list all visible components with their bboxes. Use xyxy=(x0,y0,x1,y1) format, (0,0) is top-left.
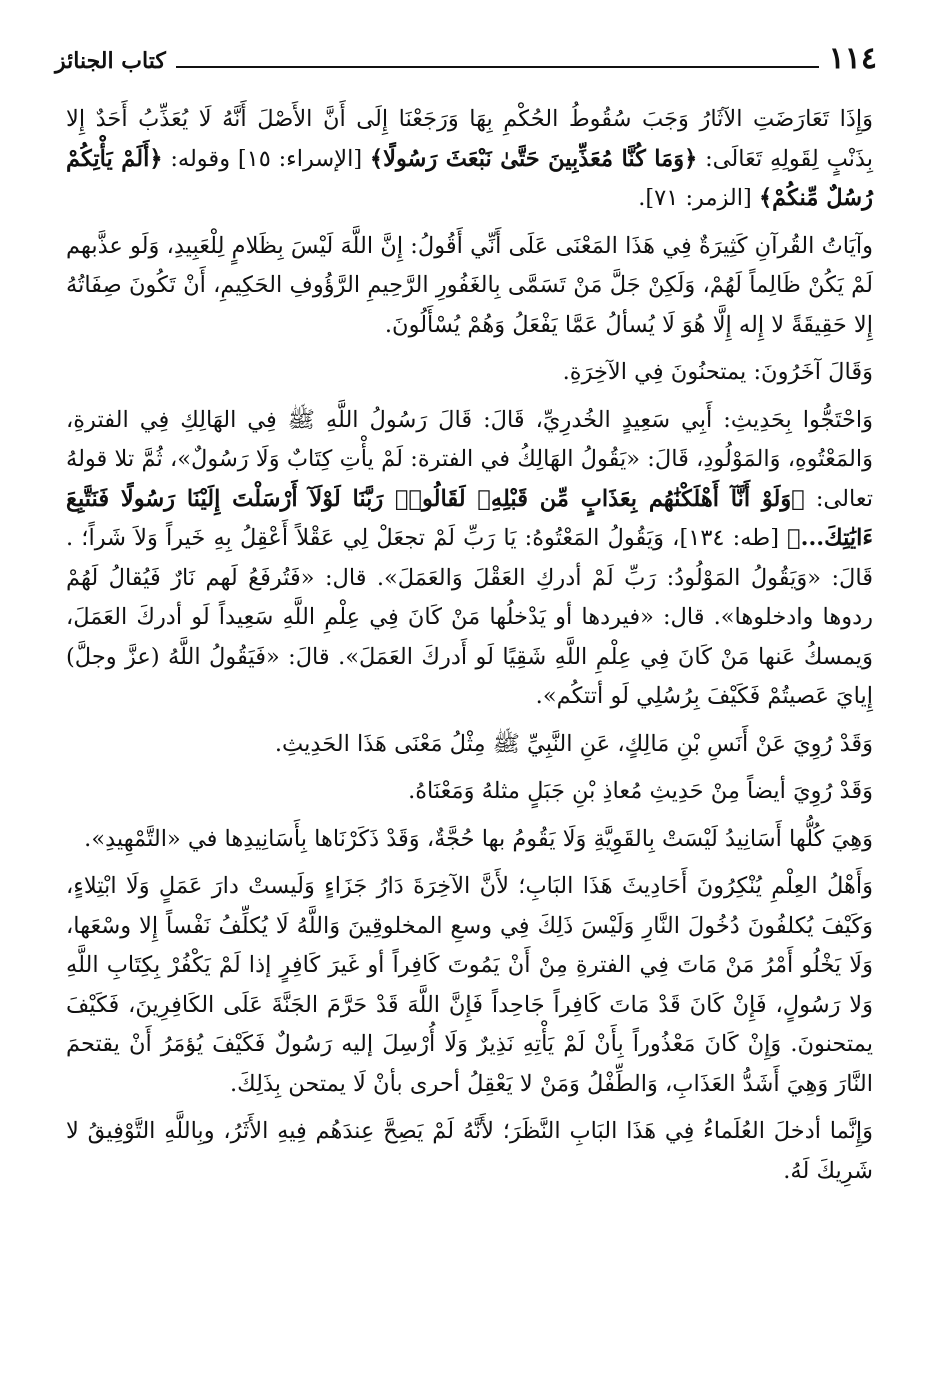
verse-reference: [الزمر: ٧١]. xyxy=(638,185,752,211)
paragraph-8: وَأَهْلُ العِلْمِ يُنْكِرُونَ أَحَادِيثَ هَذَا البَابِ؛ لأَنَّ الآخِرَةَ دَارُ جَزَاءٍ وَلَيستْ دارَ عَمَلٍ وَلَا ابْتِلاءٍ، وَكَيْفَ يُكلفُونَ دُخُولَ النَّارِ وَلَيْسَ ذَلِكَ فِي وسعِ المخلوقِينَ وَاللَّهُ لَا يُكلِّفُ نَفْساً إِلا وسْعَها، وَلَا يَخْلُو أَمْرُ مَنْ مَاتَ فِي الفترةِ مِنْ أَنْ يَمُوتَ كَافِراً أو غَيرَ كَافِرٍ إذا لَمْ يَكْفُرْ بِكِتَابِ اللَّهِ وَلا رَسُولٍ، فَإِنْ كَانَ قَدْ مَاتَ كَافِراً جَاحِداً فَإِنَّ اللَّهَ قَدْ حَرَّمَ الجَنَّةَ عَلَى الكَافِرِينَ، فَكَيْفَ يمتحنونَ. وَإِنْ كَانَ مَعْذُوراً بِأَنْ لَمْ يَأْتِهِ نَذِيرٌ وَلَا أُرْسِلَ إليه رَسُولٌ فَكَيْفَ يُؤمَرُ أَنْ يقتحمَ النَّارَ وَهِيَ أَشَدُّ العَذَابِ، وَالطِّفْلُ وَمَنْ لا يَعْقِلُ أحرى بأنْ لَا يمتحن بِذَلِكَ. xyxy=(66,873,873,1097)
quran-verse: ﴿وَلَوْ أَنَّآ أَهْلَكْنَٰهُم بِعَذَابٍ مِّن قَبْلِهِۦ لَقَالُوا۟ رَبَّنَا لَوْلَآ أَرْسَلْتَ إِلَيْنَا رَسُولًا فَنَتَّبِعَ ءَايَٰتِكَ...﴾ xyxy=(66,485,873,551)
quran-verse: ﴿وَمَا كُنَّا مُعَذِّبِينَ حَتَّىٰ نَبْعَثَ رَسُولًا﴾ xyxy=(369,145,698,172)
paragraph-6: وَقَدْ رُوِيَ أيضاً مِنْ حَدِيثِ مُعاذِ بْنِ جَبَلٍ مثلهُ وَمَعْنَاهُ. xyxy=(408,778,873,804)
paragraph-5: وَقَدْ رُوِيَ عَنْ أَنَسِ بْنِ مَالِكٍ، عَنِ النَّبِيِّ ﷺ مِثْلُ مَعْنَى هَذَا الحَدِيثِ. xyxy=(274,730,873,757)
running-title: كتاب الجنائز xyxy=(55,48,166,74)
paragraph-9: وَإِنَّما أدخلَ العُلَماءُ فِي هَذَا البَابِ النَّظَرَ؛ لأَنَّهُ لَمْ يَصِحَّ عِندَهُم فِيهِ الأَثَرُ، وبِاللَّهِ التَّوْفِيقُ لا شَرِيكَ لَهُ. xyxy=(66,1118,873,1184)
paragraph-1 xyxy=(66,100,873,219)
paragraph-7: وَهِيَ كُلُّها أَسَانِيدُ لَيْسَتْ بِالقَوِيَّةِ وَلَا يَقُومُ بها حُجَّةٌ، وَقَدْ ذَكَرْنَاها بِأَسَانِيدِها في «التَّمْهِيدِ». xyxy=(84,825,873,852)
paragraph-4 xyxy=(66,401,873,717)
header-rule xyxy=(176,66,819,68)
paragraph-text: [طه: ١٣٤]، وَيَقُولُ المَعْتُوهُ: يَا رَبِّ لَمْ تجعَلْ لِي عَقْلاً أَعْقِلُ بِهِ خَيراً وَلاَ شَراً؛ . قَالَ: «وَيَقُولُ المَوْلُودُ: رَبِّ لَمْ أدركِ العَقْلَ وَالعَمَلَ». قال: «فَتُرفَعُ لَهم نَارٌ فَيُقالُ لَهُمْ ردوها وادخلوها». قال: «فيردها أو يَدْخلُها مَنْ كَانَ فِي عِلْمِ اللَّهِ سَعِيداً لَو أدركَ العَمَلَ، وَيمسكُ عَنها مَنْ كَانَ فِي عِلْمِ اللَّهِ شَقِيًا لَو أَدركَ العَمَلَ». قالَ: «فَيَقُولُ اللَّهُ (عزَّ وجلَّ) إِيايَ عَصيتُمْ فَكَيْفَ بِرُسُلِي لَو أتتكُم». xyxy=(66,525,873,709)
paragraph-2: وآيَاتُ القُرآنِ كَثِيرَةٌ فِي هَذَا المَعْنَى عَلَى أَنِّي أَقُولُ: إِنَّ اللَّهَ لَيْسَ بِظَلامٍ لِلْعَبِيدِ، وَلَو عذَّبهم لَمْ يَكُنْ ظَالِماً لَهُمْ، وَلَكِنْ جَلَّ مَنْ تَسَمَّى بِالغَفُورِ الرَّحِيمِ الرَّؤُوفِ الحَكِيمِ، أَنْ تَكُونَ صِفَاتُهُ إِلا حَقِيقَةً لا إِله إِلَّا هُوَ لَا يُسألُ عَمَّا يَفْعَلُ وَهُمْ يُسْأَلُونَ. xyxy=(66,232,873,338)
paragraph-text: وَاحْتَجُّوا بِحَدِيثِ: أَبِي سَعِيدٍ الخُدرِيِّ، قَالَ: قَالَ رَسُولُ اللَّهِ ﷺ فِي الهَالِكِ فِي الفترةِ، وَالمَعْتُوهِ، وَالمَوْلُودِ، قَالَ: «يَقُولُ الهَالِكُ في الفترة: لَمْ يأْتِ كِتَابٌ وَلَا رَسُولٌ»، ثُمَّ تلا قولهُ تعالى: xyxy=(66,406,873,512)
quran-verse: ﴿أَلَمْ يَأْتِكُمْ رُسُلٌ مِّنكُمْ﴾ xyxy=(66,145,873,211)
page-body xyxy=(66,100,873,1199)
paragraph-3: وَقَالَ آخَرُونَ: يمتحنُونَ فِي الآخِرَةِ. xyxy=(562,359,873,385)
page-number: ١١٤ xyxy=(828,41,877,76)
paragraph-text: وَإِذَا تَعَارَضَتِ الآثَارُ وَجَبَ سُقُوطُ الحُكْمِ بِهَا وَرَجَعْنَا إِلَى أَنَّ الأَصْلَ أَنَّهُ لَا يُعَذِّبُ أَحَدٌ إِلا بِذَنْبٍ لِقَولِهِ تَعَالَى: xyxy=(66,106,873,172)
page-header xyxy=(55,34,877,74)
verse-reference: [الإسراء: ١٥] وقوله: xyxy=(170,145,363,172)
